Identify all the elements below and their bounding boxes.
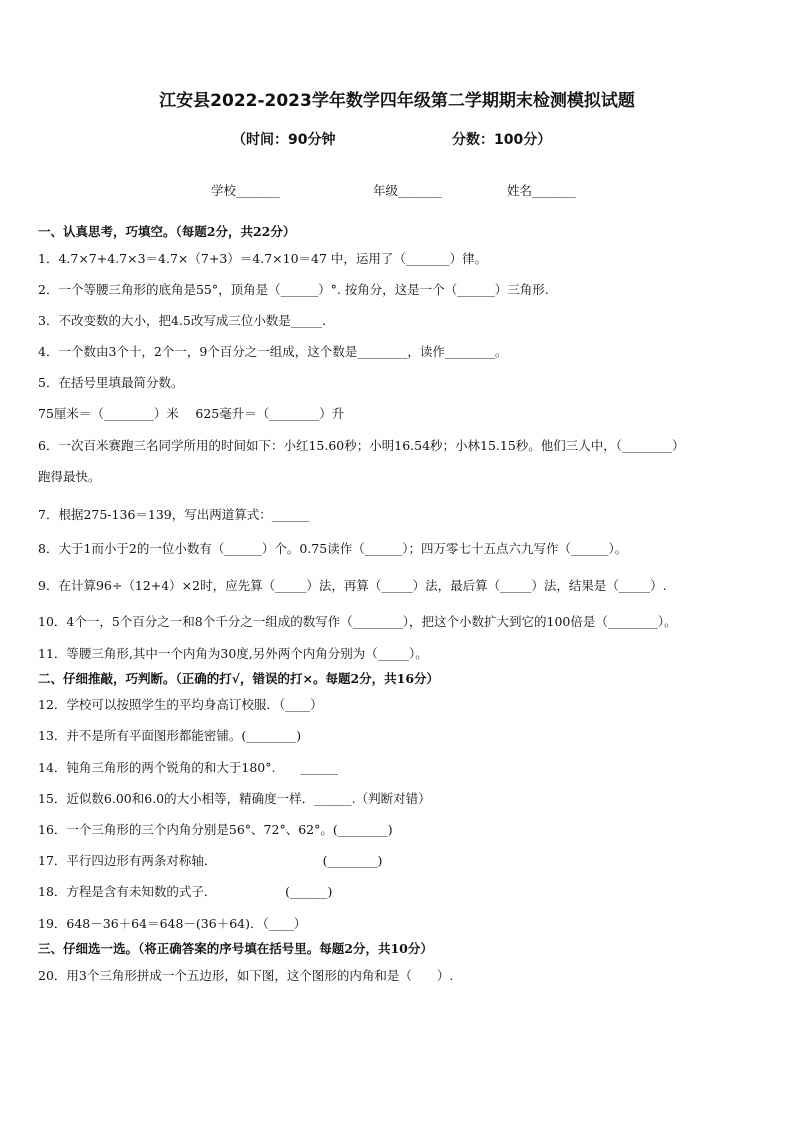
exam-title: 江安县2022-2023学年数学四年级第二学期期末检测模拟试题 <box>159 91 635 111</box>
question-7: 7．根据275-136＝139，写出两道算式：______ <box>38 507 310 522</box>
section-2-heading: 二、仔细推敲，巧判断。（正确的打√，错误的打×。每题2分，共16分） <box>38 671 440 686</box>
question-5-items: 75厘米＝（________）米 625毫升＝（________）升 <box>38 406 345 421</box>
exam-score: 分数：100分） <box>452 132 552 148</box>
question-1: 1．4.7×7+4.7×3＝4.7×（7+3）＝4.7×10＝47 中，运用了（_______）律。 <box>38 251 488 266</box>
question-19: 19．648－36＋64＝648－(36＋64)．（____） <box>38 916 307 931</box>
question-11: 11．等腰三角形,其中一个内角为30度,另外两个内角分别为（_____）。 <box>38 646 428 661</box>
question-9: 9．在计算96÷（12+4）×2时，应先算（_____）法，再算（_____）法，最后算（_____）法，结果是（_____）. <box>38 578 667 593</box>
school-field: 学校_______ <box>211 183 280 198</box>
section-3-heading: 三、仔细选一选。（将正确答案的序号填在括号里。每题2分，共10分） <box>38 941 433 956</box>
question-6: 6．一次百米赛跑三名同学所用的时间如下：小红15.60秒；小明16.54秒；小林15.15秒。他们三人中，（________） <box>38 438 685 453</box>
question-6-cont: 跑得最快。 <box>38 469 101 484</box>
question-4: 4．一个数由3个十，2个一，9个百分之一组成，这个数是________，读作________。 <box>38 344 508 359</box>
question-5: 5．在括号里填最简分数。 <box>38 375 184 390</box>
question-13: 13．并不是所有平面图形都能密铺。(________) <box>38 728 302 743</box>
question-3: 3．不改变数的大小，把4.5改写成三位小数是_____． <box>38 313 335 328</box>
question-20: 20．用3个三角形拼成一个五边形，如下图，这个图形的内角和是（ ）. <box>38 968 454 983</box>
name-field: 姓名_______ <box>507 183 576 198</box>
exam-time: （时间：90分钟 <box>232 132 336 148</box>
question-17: 17．平行四边形有两条对称轴． (________) <box>38 853 383 868</box>
section-1-heading: 一、认真思考，巧填空。（每题2分，共22分） <box>38 224 296 239</box>
question-16: 16．一个三角形的三个内角分别是56°、72°、62°。(________) <box>38 822 393 837</box>
question-12: 12．学校可以按照学生的平均身高订校服．（____） <box>38 697 323 712</box>
question-2: 2．一个等腰三角形的底角是55°，顶角是（______）°. 按角分，这是一个（______）三角形. <box>38 282 549 297</box>
grade-field: 年级_______ <box>373 183 442 198</box>
question-10: 10．4个一，5个百分之一和8个千分之一组成的数写作（________），把这个小数扩大到它的100倍是（________）。 <box>38 614 677 629</box>
question-8: 8．大于1而小于2的一位小数有（______）个。0.75读作（______）；四万零七十五点六九写作（______）。 <box>38 541 628 556</box>
question-15: 15．近似数6.00和6.0的大小相等，精确度一样．______.（判断对错） <box>38 791 431 806</box>
question-18: 18．方程是含有未知数的式子． (______) <box>38 884 333 899</box>
question-14: 14．钝角三角形的两个锐角的和大于180°. ______ <box>38 760 338 775</box>
